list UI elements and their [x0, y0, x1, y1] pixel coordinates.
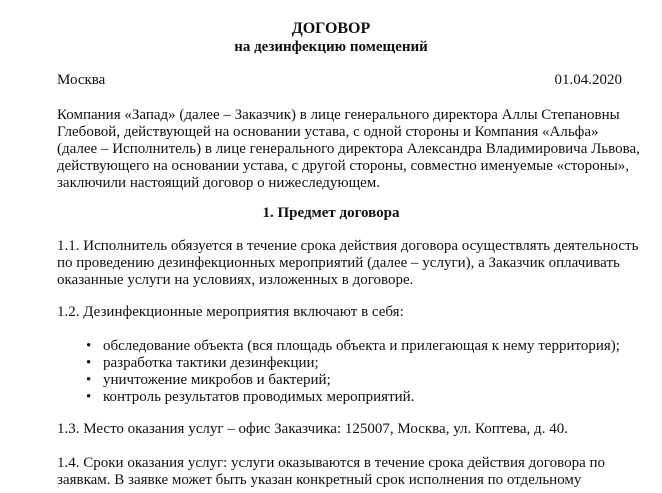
text-line: оказанные услуги на условиях, изложенных в договоре. — [57, 272, 414, 288]
list-item — [86, 372, 331, 389]
text-line: 1.4. Сроки оказания услуг: услуги оказываются в течение срока действия договора по — [57, 455, 606, 471]
clause-1-2: 1.2. Дезинфекционные мероприятия включают в себя: — [57, 304, 404, 320]
document-subtitle: на дезинфекцию помещений — [234, 39, 428, 55]
bullet-icon: • — [86, 338, 92, 354]
list-item — [86, 389, 414, 406]
document-title: ДОГОВОР — [291, 20, 371, 37]
bullet-icon: • — [86, 372, 92, 388]
list-item-text: обследование объекта (вся площадь объекта и прилегающая к нему территория); — [103, 338, 620, 354]
text-line: 1.1. Исполнитель обязуется в течение срока действия договора осуществлять деятельность — [57, 238, 639, 254]
clause-1-3: 1.3. Место оказания услуг – офис Заказчика: 125007, Москва, ул. Коптева, д. 40. — [57, 421, 568, 437]
city: Москва — [57, 72, 106, 88]
bullet-icon: • — [86, 355, 92, 371]
text-line: Компания «Запад» (далее – Заказчик) в лице генерального директора Аллы Степановны — [57, 107, 620, 123]
list-item — [86, 355, 319, 372]
text-line: действующего на основании устава, с другой стороны, совместно именуемые «стороны», — [57, 158, 630, 174]
bullet-icon: • — [86, 389, 92, 405]
list-item-text: контроль результатов проводимых мероприятий. — [103, 389, 415, 405]
text-line: Глебовой, действующей на основании устава, с одной стороны и Компания «Альфа» — [57, 124, 599, 140]
list-item — [86, 338, 620, 355]
list-item-text: разработка тактики дезинфекции; — [103, 355, 319, 371]
text-line: заявкам. В заявке может быть указан конкретный срок исполнения по отдельному — [57, 472, 582, 488]
date: 01.04.2020 — [554, 72, 622, 88]
list-item-text: уничтожение микробов и бактерий; — [103, 372, 331, 388]
text-line: (далее – Исполнитель) в лице генерального директора Александра Владимировича Львова, — [57, 141, 640, 157]
text-line: заключили настоящий договор о нижеследующем. — [57, 175, 381, 191]
section-heading: 1. Предмет договора — [262, 205, 400, 221]
text-line: по проведению дезинфекционных мероприятий (далее – услуги), а Заказчик оплачивать — [57, 255, 620, 271]
